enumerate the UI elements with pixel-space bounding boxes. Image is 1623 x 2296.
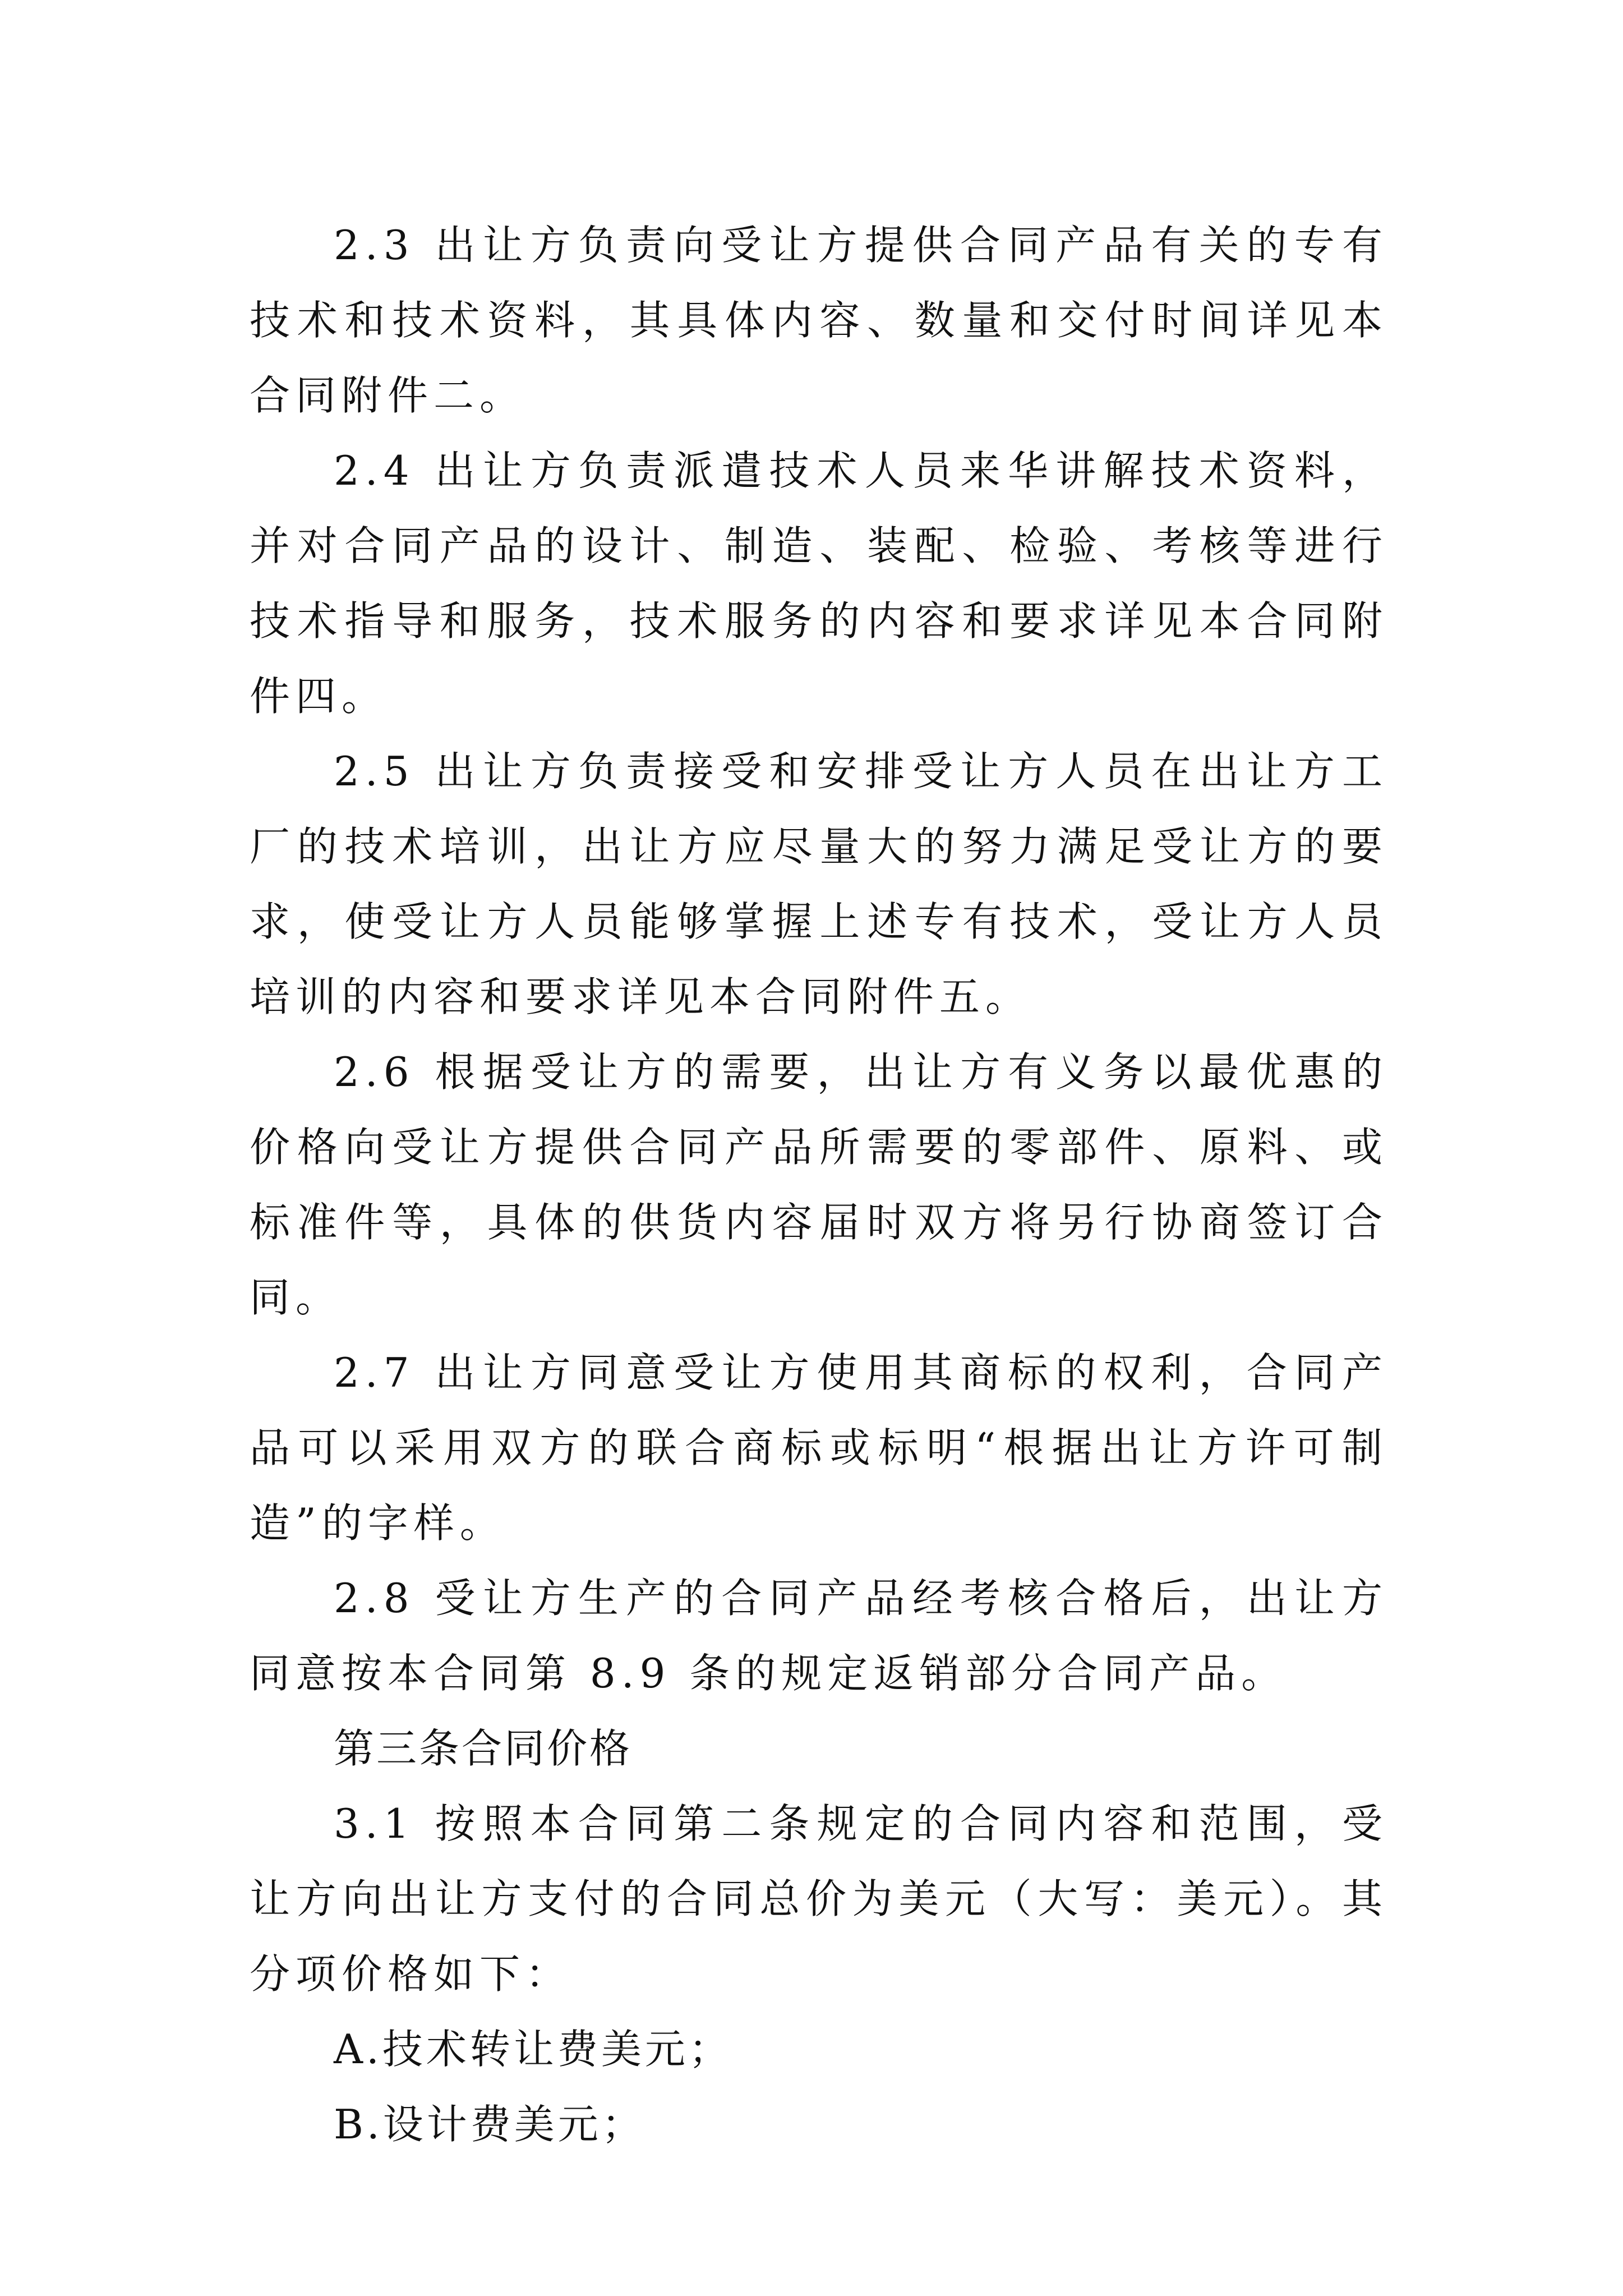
clause-3-1: 3.1 按照本合同第二条规定的合同内容和范围，受让方向出让方支付的合同总价为美元（大写：美元）。其分项价格如下：	[250, 1800, 1388, 1998]
clause-2-7: 2.7 出让方同意受让方使用其商标的权利，合同产品可以采用双方的联合商标或标明“根据出让方许可制造”的字样。	[250, 1349, 1388, 1547]
price-item-a: A.技术转让费美元；	[334, 2026, 732, 2073]
document-body	[250, 208, 1388, 2162]
price-item-b: B.设计费美元；	[334, 2101, 645, 2148]
clause-2-6: 2.6 根据受让方的需要，出让方有义务以最优惠的价格向受让方提供合同产品所需要的零部件、原料、或标准件等，具体的供货内容届时双方将另行协商签订合同。	[250, 1048, 1388, 1321]
clause-2-5: 2.5 出让方负责接受和安排受让方人员在出让方工厂的技术培训，出让方应尽量大的努力满足受让方的要求，使受让方人员能够掌握上述专有技术，受让方人员培训的内容和要求详见本合同附件五。	[250, 748, 1388, 1020]
clause-2-8: 2.8 受让方生产的合同产品经考核合格后，出让方同意按本合同第 8.9 条的规定返销部分合同产品。	[250, 1575, 1388, 1697]
clause-2-4: 2.4 出让方负责派遣技术人员来华讲解技术资料，并对合同产品的设计、制造、装配、检验、考核等进行技术指导和服务，技术服务的内容和要求详见本合同附件四。	[250, 447, 1388, 720]
clause-2-3: 2.3 出让方负责向受让方提供合同产品有关的专有技术和技术资料，其具体内容、数量和交付时间详见本合同附件二。	[250, 222, 1388, 419]
section-heading: 第三条合同价格	[334, 1725, 633, 1772]
